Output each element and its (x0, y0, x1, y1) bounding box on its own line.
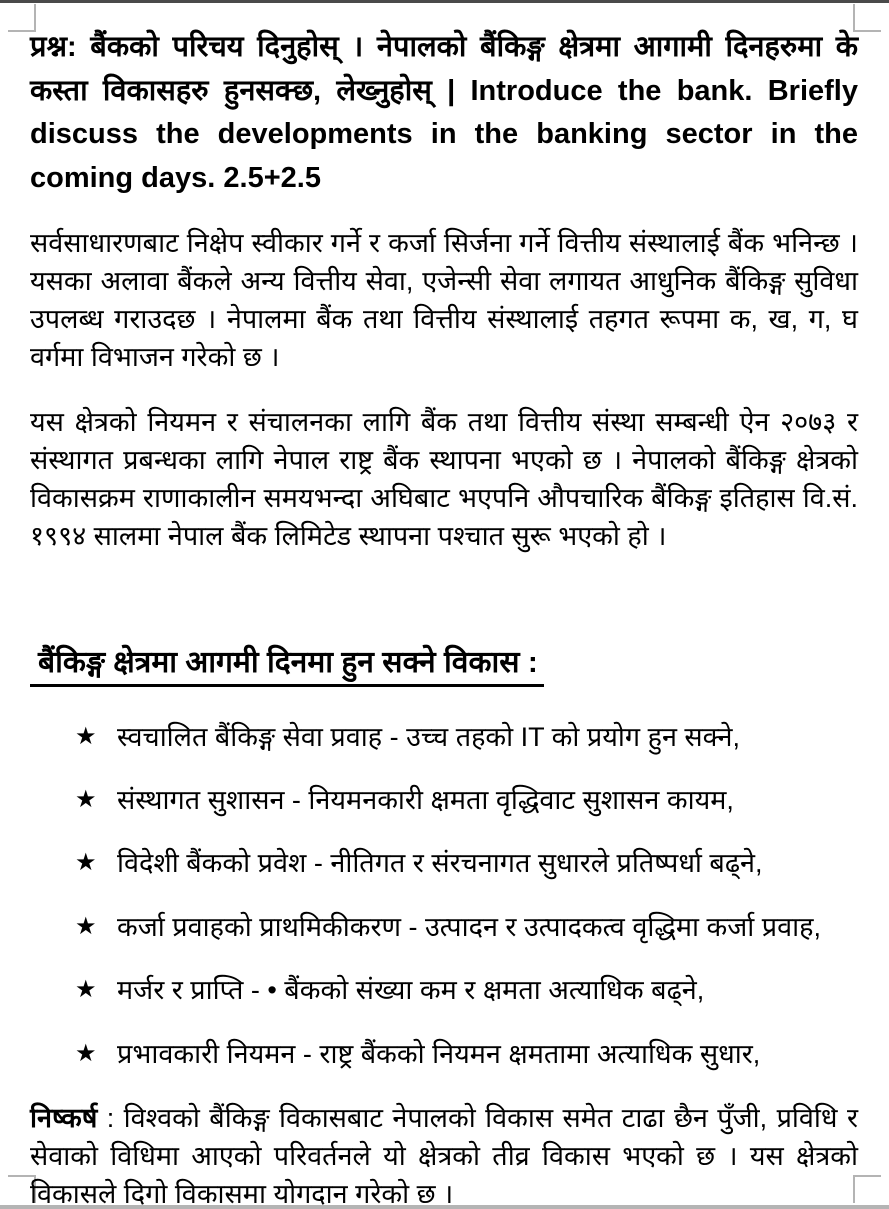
list-item (75, 845, 858, 881)
list-item (75, 972, 858, 1008)
star-bullet-icon: ★ (75, 912, 97, 940)
star-bullet-icon: ★ (75, 722, 97, 750)
question-paragraph: प्रश्न: बैंकको परिचय दिनुहोस् । नेपालको बैंकिङ्ग क्षेत्रमा आगामी दिनहरुमा के कस्ता विकासहरु हुनसक्छ, लेख्नुहोस् | Introduce the bank. Briefly discuss the developments in the banking sector in the coming days. 2.5+2.5 (30, 31, 858, 194)
top-page-edge-line (0, 0, 889, 3)
developments-bullet-list (30, 719, 858, 1073)
list-item (75, 909, 858, 945)
bullet-text: संस्थागत सुशासन - नियमनकारी क्षमता वृद्धिवाट सुशासन कायम, (117, 784, 734, 815)
star-bullet-icon: ★ (75, 849, 97, 877)
answer-paragraph-2: यस क्षेत्रको नियमन र संचालनका लागि बैंक तथा वित्तीय संस्था सम्बन्धी ऐन २०७३ र संस्थागत प्रबन्धका लागि नेपाल राष्ट्र बैंक स्थापना भएको छ । नेपालको बैंकिङ्ग क्षेत्रको विकासक्रम राणाकालीन समयभन्दा अघिबाट भएपनि औपचारिक बैंकिङ्ग इतिहास वि.सं. १९९४ सालमा नेपाल बैंक लिमिटेड स्थापना पश्चात सुरू भएको हो । (30, 407, 858, 552)
bullet-text: मर्जर र प्राप्ति - • बैंकको संख्या कम र क्षमता अत्याधिक बढ्ने, (117, 975, 705, 1006)
conclusion-text: विश्वको बैंकिङ्ग विकासबाट नेपालको विकास समेत टाढा छैन पुँजी, प्रविधि र सेवाको विधिमा आएको परिवर्तनले यो क्षेत्रको तीव्र विकास भएको छ । यस क्षेत्रको विकासले दिगो विकासमा योगदान गरेको छ । (30, 1103, 858, 1209)
conclusion-label: निष्कर्ष (30, 1103, 98, 1134)
conclusion-paragraph (30, 1099, 858, 1209)
star-bullet-icon: ★ (75, 976, 97, 1004)
bullet-text: कर्जा प्रवाहको प्राथमिकीकरण - उत्पादन र उत्पादकत्व वृद्धिमा कर्जा प्रवाह, (117, 911, 822, 942)
list-item (75, 1036, 858, 1072)
bullet-text: स्वचालित बैंकिङ्ग सेवा प्रवाह - उच्च तहको IT को प्रयोग हुन सक्ने, (117, 721, 740, 752)
section-heading: बैंकिङ्ग क्षेत्रमा आगमी दिनमा हुन सक्ने विकास : (30, 643, 544, 687)
list-item (75, 782, 858, 818)
answer-paragraph-1: सर्वसाधारणबाट निक्षेप स्वीकार गर्ने र कर्जा सिर्जना गर्ने वित्तीय संस्थालाई बैंक भनिन्छ । यसका अलावा बैंकले अन्य वित्तीय सेवा, एजेन्सी सेवा लगायत आधुनिक बैंकिङ्ग सुविधा उपलब्ध गराउदछ । नेपालमा बैंक तथा वित्तीय संस्थालाई तहगत रूपमा क, ख, ग, घ वर्गमा विभाजन गरेको छ । (30, 228, 858, 373)
star-bullet-icon: ★ (75, 1039, 97, 1067)
document-content (30, 26, 858, 1209)
star-bullet-icon: ★ (75, 785, 97, 813)
bullet-text: विदेशी बैंकको प्रवेश - नीतिगत र संरचनागत सुधारले प्रतिष्पर्धा बढ्ने, (117, 848, 763, 879)
bullet-text: प्रभावकारी नियमन - राष्ट्र बैंकको नियमन क्षमतामा अत्याधिक सुधार, (117, 1038, 761, 1069)
conclusion-separator: : (97, 1103, 124, 1134)
list-item (75, 719, 858, 755)
